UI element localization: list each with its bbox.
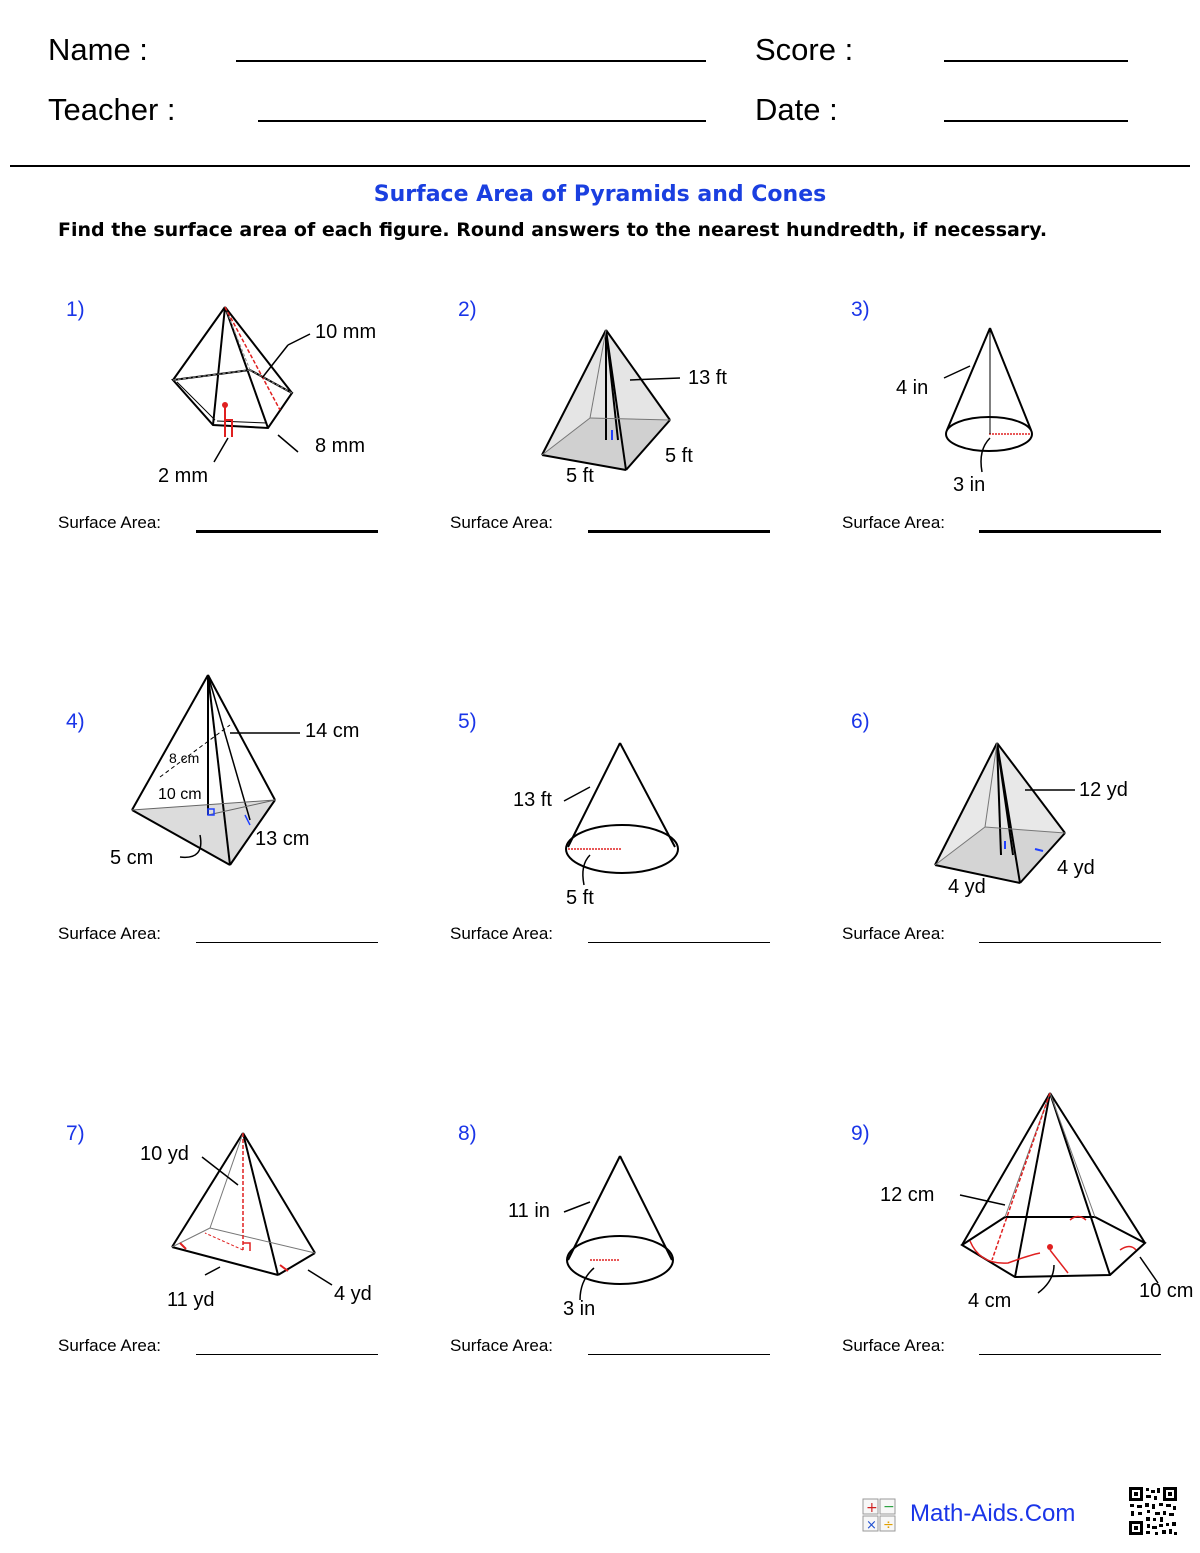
surface-area-answer-field[interactable]	[196, 942, 378, 943]
brand-link[interactable]: Math-Aids.Com	[910, 1500, 1076, 1527]
surface-area-label: Surface Area:	[842, 1336, 946, 1355]
dimension-label: 3 in	[953, 474, 986, 496]
qr-code-icon	[1128, 1486, 1178, 1536]
dimension-label: 13 ft	[513, 789, 552, 811]
problem-number: 7)	[66, 1122, 85, 1145]
dimension-label: 4 yd	[1057, 857, 1095, 879]
dimension-label: 12 cm	[880, 1184, 935, 1206]
dimension-label: 4 cm	[968, 1290, 1012, 1312]
name-field[interactable]	[236, 60, 706, 62]
problem-number: 4)	[66, 710, 85, 733]
surface-area-label: Surface Area:	[450, 513, 554, 532]
teacher-label: Teacher :	[48, 92, 176, 127]
dimension-label: 5 cm	[110, 847, 154, 869]
surface-area-answer-field[interactable]	[979, 530, 1161, 533]
problem-number: 2)	[458, 298, 477, 321]
surface-area-answer-field[interactable]	[979, 942, 1161, 943]
instructions: Find the surface area of each figure. Round answers to the nearest hundredth, if necessary.	[58, 219, 1048, 241]
dimension-label: 10 cm	[1139, 1280, 1194, 1302]
name-label: Name :	[48, 32, 148, 67]
dimension-label: 4 yd	[334, 1283, 372, 1305]
dimension-label: 3 in	[563, 1298, 596, 1320]
dimension-label: 8 cm	[169, 750, 200, 766]
dimension-label: 8 mm	[315, 435, 365, 457]
svg-text:+: +	[866, 1500, 878, 1516]
dimension-label: 5 ft	[566, 465, 594, 487]
surface-area-answer-field[interactable]	[196, 1354, 378, 1355]
square-pyramid-figure	[925, 735, 1125, 895]
dimension-label: 14 cm	[305, 720, 360, 742]
surface-area-label: Surface Area:	[58, 1336, 162, 1355]
dimension-label: 11 in	[508, 1200, 550, 1222]
worksheet-title: Surface Area of Pyramids and Cones	[373, 182, 827, 207]
svg-text:×: ×	[866, 1518, 877, 1532]
surface-area-label: Surface Area:	[58, 924, 162, 943]
dimension-label: 4 yd	[948, 876, 986, 898]
header-divider	[10, 165, 1190, 167]
surface-area-label: Surface Area:	[58, 513, 162, 532]
dimension-label: 13 cm	[255, 828, 310, 850]
score-label: Score :	[755, 32, 854, 67]
calculator-icon	[862, 1498, 896, 1532]
problem-number: 3)	[851, 298, 870, 321]
problem-number: 6)	[851, 710, 870, 733]
date-field[interactable]	[944, 120, 1128, 122]
problem-number: 9)	[851, 1122, 870, 1145]
dimension-label: 4 in	[896, 377, 929, 399]
teacher-field[interactable]	[258, 120, 706, 122]
surface-area-answer-field[interactable]	[588, 530, 770, 533]
surface-area-answer-field[interactable]	[196, 530, 378, 533]
surface-area-label: Surface Area:	[842, 924, 946, 943]
triangular-pyramid-figure	[120, 665, 380, 875]
svg-text:÷: ÷	[883, 1518, 894, 1532]
dimension-label: 5 ft	[566, 887, 594, 909]
problem-number: 8)	[458, 1122, 477, 1145]
dimension-label: 10 cm	[158, 786, 202, 803]
cone-figure	[550, 1148, 700, 1308]
date-label: Date :	[755, 92, 838, 127]
surface-area-label: Surface Area:	[450, 924, 554, 943]
surface-area-answer-field[interactable]	[588, 942, 770, 943]
dimension-label: 5 ft	[665, 445, 693, 467]
dimension-label: 12 yd	[1079, 779, 1128, 801]
square-pyramid-figure	[530, 320, 760, 490]
hexagonal-pyramid-figure	[950, 1085, 1160, 1285]
dimension-label: 10 mm	[315, 321, 377, 343]
dimension-label: 2 mm	[158, 465, 208, 487]
dimension-label: 11 yd	[167, 1289, 215, 1311]
problem-number: 5)	[458, 710, 477, 733]
surface-area-answer-field[interactable]	[979, 1354, 1161, 1355]
surface-area-label: Surface Area:	[842, 513, 946, 532]
score-field[interactable]	[944, 60, 1128, 62]
surface-area-label: Surface Area:	[450, 1336, 554, 1355]
dimension-label: 13 ft	[688, 367, 727, 389]
cone-figure	[550, 735, 700, 895]
cone-figure	[930, 320, 1060, 480]
dimension-label: 10 yd	[140, 1143, 189, 1165]
svg-text:−: −	[883, 1499, 895, 1515]
surface-area-answer-field[interactable]	[588, 1354, 770, 1355]
problem-number: 1)	[66, 298, 85, 321]
